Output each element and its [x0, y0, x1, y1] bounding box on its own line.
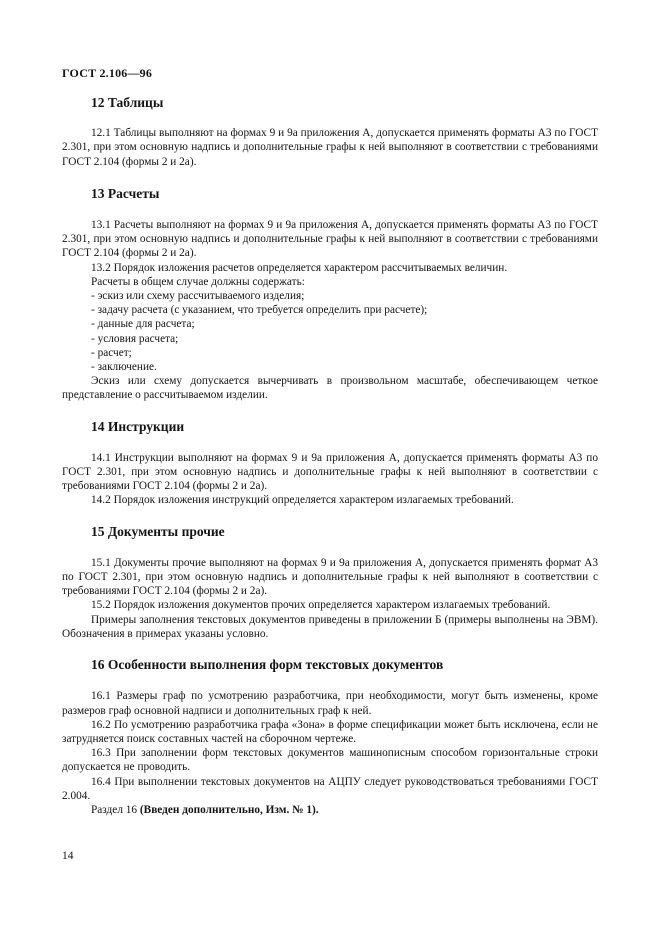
document-body: [62, 96, 598, 817]
list-item: - данные для расчета;: [91, 318, 195, 331]
paragraph-16-2: 16.2 По усмотрению разработчика графа «Зона» в форме спецификации может быть исключена, если не затрудняется поиск составных частей на сборочном чертеже.: [62, 718, 598, 745]
section-12-title: 12 Таблицы: [91, 95, 164, 110]
list-item: - эскиз или схему рассчитываемого изделия;: [91, 290, 305, 303]
paragraph-12-1: 12.1 Таблицы выполняют на формах 9 и 9а приложения А, допускается применять форматы А3 по ГОСТ 2.301, при этом основную надпись и дополнительные графы к ней выполняют в соответствии с требованиями ГОСТ 2.104 (формы 2 и 2а).: [62, 127, 598, 168]
paragraph-16-4: 16.4 При выполнении текстовых документов на АЦПУ следует руководствоваться требованиями ГОСТ 2.004.: [62, 775, 598, 802]
paragraph-15-1: 15.1 Документы прочие выполняют на формах 9 и 9а приложения А, допускается применять формат А3 по ГОСТ 2.301, при этом основную надпись и дополнительные графы к ней выполняют в соответствии с требованиями ГОСТ 2.104 (формы 2 и 2а).: [62, 556, 598, 598]
paragraph-13-4: Эскиз или схему допускается вычерчивать в произвольном масштабе, обеспечивающем четкое представление о рассчитываемом изделии.: [62, 375, 598, 402]
amendment-note: [62, 803, 598, 817]
document-header: ГОСТ 2.106—96: [62, 66, 153, 80]
section-14-title: 14 Инструкции: [91, 418, 185, 434]
paragraph-15-3: Примеры заполнения текстовых документов приведены в приложении Б (примеры выполнены на ЭВМ). Обозначения в примерах указаны условно.: [62, 613, 598, 640]
list-item: - задачу расчета (с указанием, что требуется определить при расчете);: [91, 304, 428, 317]
section-16-title: 16 Особенности выполнения форм текстовых документов: [91, 657, 444, 673]
paragraph-14-1: 14.1 Инструкции выполняют на формах 9 и 9а приложения А, допускается применять форматы А3 по ГОСТ 2.301, при этом основную надпись и дополнительные графы к ней выполняют в соответствии с требованиями ГОСТ 2.104 (формы 2 и 2а).: [62, 451, 598, 493]
amendment-note-bold: (Введен дополнительно, Изм. № 1).: [139, 803, 319, 816]
paragraph-13-2: 13.2 Порядок изложения расчетов определяется характером рассчитываемых величин.: [91, 261, 508, 274]
paragraph-14-2: 14.2 Порядок изложения инструкций определяется характером излагаемых требований.: [91, 494, 514, 507]
paragraph-16-1: 16.1 Размеры граф по усмотрению разработчика, при необходимости, могут быть изменены, кроме размеров граф основной надписи и дополнительных граф к ней.: [62, 690, 598, 717]
paragraph-15-2: 15.2 Порядок изложения документов прочих определяется характером излагаемых требований.: [91, 599, 551, 612]
paragraph-16-3: 16.3 При заполнении форм текстовых документов машинописным способом горизонтальные строки допускается не проводить.: [62, 747, 598, 774]
paragraph-13-1: 13.1 Расчеты выполняют на формах 9 и 9а приложения А, допускается применять форматы А3 по ГОСТ 2.301, при этом основную надпись и дополнительные графы к ней выполняют в соответствии с требованиями ГОСТ 2.104 (формы 2 и 2а).: [62, 219, 598, 260]
page-number: 14: [62, 850, 74, 862]
list-item: - заключение.: [91, 361, 157, 374]
list-item: - условия расчета;: [91, 332, 179, 345]
section-13-title: 13 Расчеты: [91, 185, 160, 201]
section-15-title: 15 Документы прочие: [91, 523, 225, 539]
paragraph-13-3: Расчеты в общем случае должны содержать:: [91, 275, 305, 288]
amendment-note-prefix: Раздел 16: [91, 803, 140, 816]
list-item: - расчет;: [91, 346, 132, 359]
